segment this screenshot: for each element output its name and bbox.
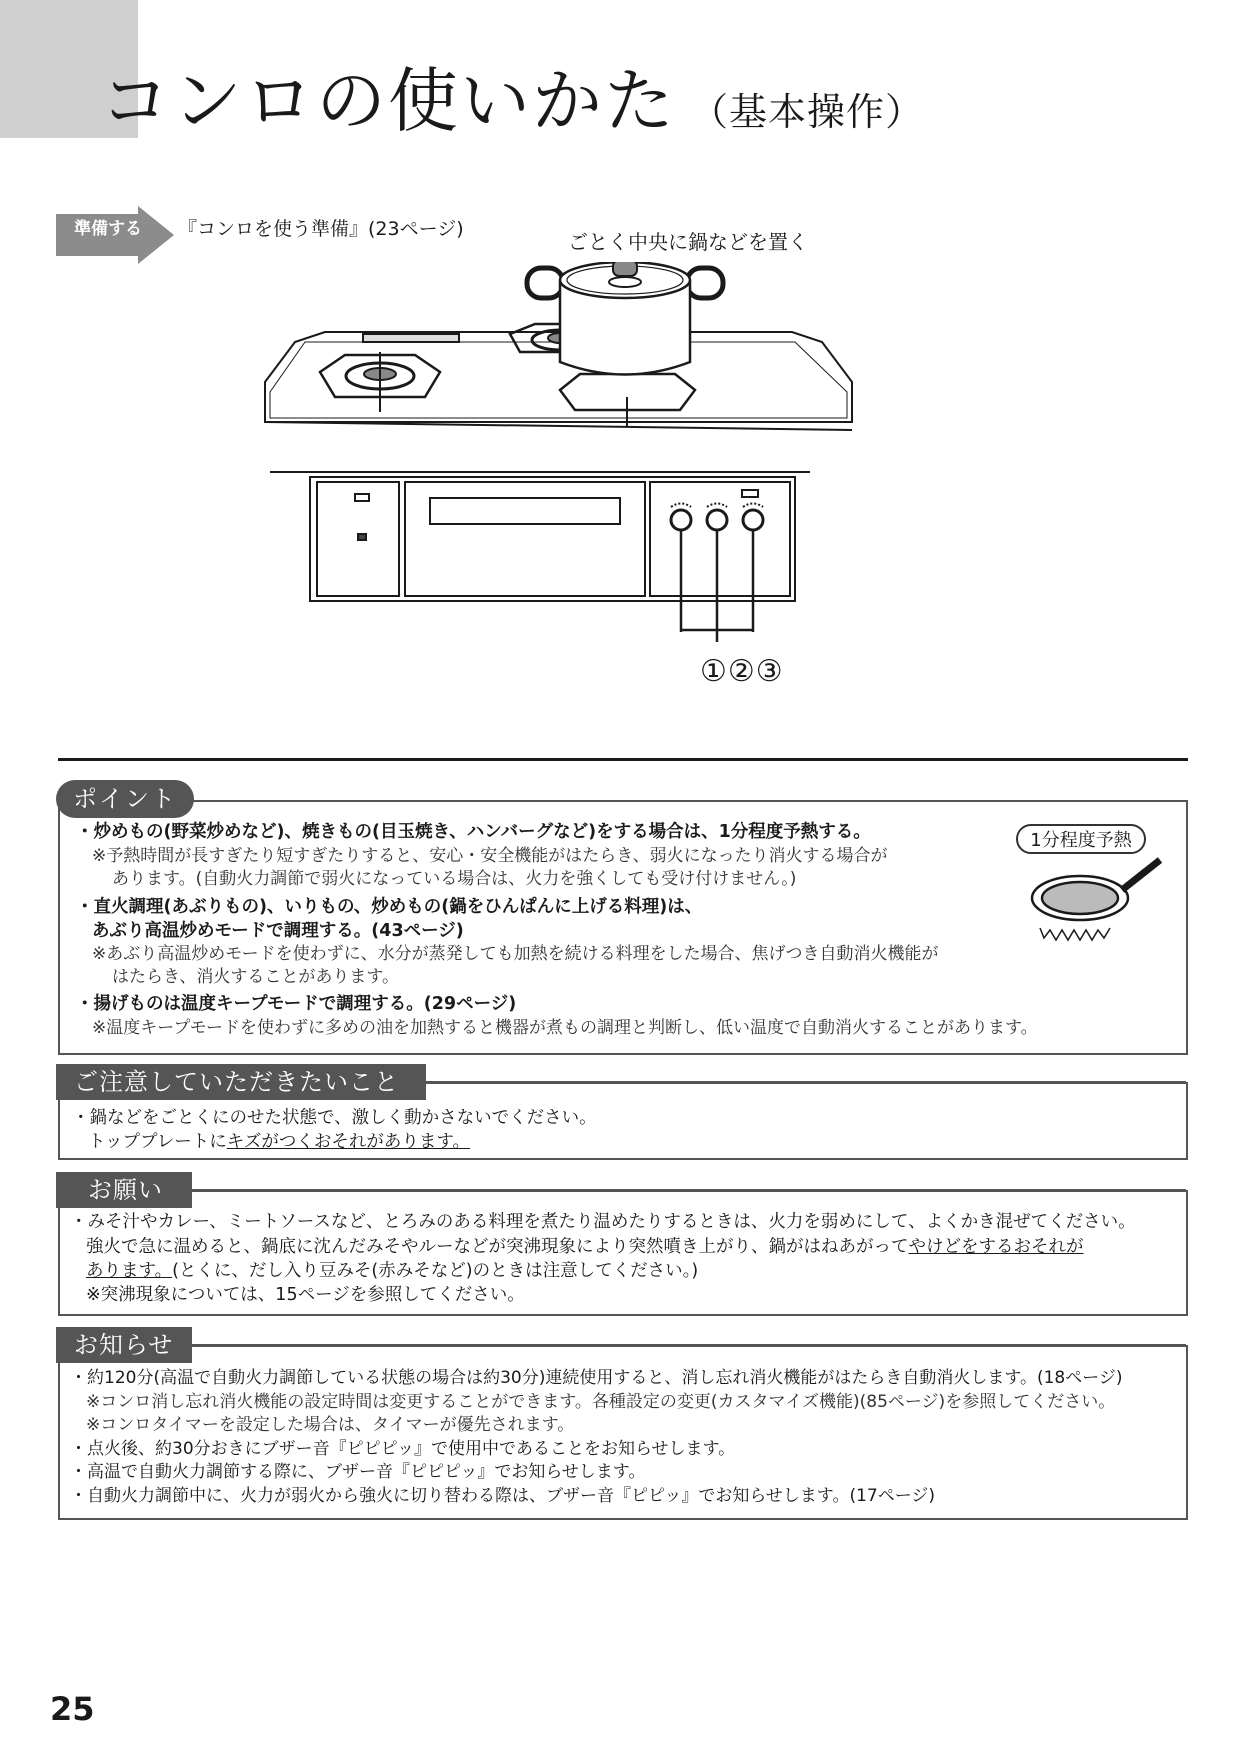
section-divider bbox=[58, 758, 1188, 761]
info-line-4: ・点火後、約30分おきにブザー音『ピピピッ』で使用中であることをお知らせします。 bbox=[70, 1439, 736, 1459]
info-line-6: ・自動火力調節中に、火力が弱火から強火に切り替わる際は、ブザー音『ピピッ』でお知らせします。(17ページ) bbox=[70, 1486, 936, 1506]
info-rule bbox=[192, 1344, 1186, 1346]
point-label: ポイント bbox=[56, 780, 194, 818]
request-label: お願い bbox=[56, 1172, 192, 1208]
info-line-1: ・約120分(高温で自動火力調節している状態の場合は約30分)連続使用すると、消し忘れ消火機能がはたらき自動消火します。(18ページ) bbox=[70, 1368, 1123, 1388]
info-line-5: ・高温で自動火力調節する際に、ブザー音『ピピピッ』でお知らせします。 bbox=[70, 1462, 646, 1482]
knob-number-labels: ①②③ bbox=[700, 654, 784, 689]
stove-illustration bbox=[255, 262, 875, 642]
caution-label: ご注意していただきたいこと bbox=[56, 1064, 426, 1100]
request-underline-1: やけどをするおそれが bbox=[908, 1237, 1084, 1257]
request-line-2 bbox=[86, 1235, 1084, 1259]
request-line-3 bbox=[86, 1259, 698, 1283]
point-line-4: ・直火調理(あぶりもの)、いりもの、炒めもの(鍋をひんぱんに上げる料理)は、 bbox=[76, 897, 703, 917]
request-underline-2: あります。 bbox=[86, 1261, 173, 1281]
page-number: 25 bbox=[50, 1690, 95, 1728]
info-line-2: ※コンロ消し忘れ消火機能の設定時間は変更することができます。各種設定の変更(カスタマイズ機能)(85ページ)を参照してください。 bbox=[86, 1392, 1116, 1412]
caution-line-1: ・鍋などをごとくにのせた状態で、激しく動かさないでください。 bbox=[72, 1108, 597, 1128]
caution-line-2-text: トッププレートに bbox=[88, 1132, 227, 1152]
title-text: コンロの使いかた bbox=[100, 60, 676, 142]
frying-pan-icon bbox=[1030, 846, 1170, 946]
point-line-8: ・揚げものは温度キープモードで調理する。(29ページ) bbox=[76, 994, 517, 1014]
point-line-3: あります。(自動火力調節で弱火になっている場合は、火力を強くしても受け付けません。) bbox=[112, 869, 797, 889]
point-line-6: ※あぶり高温炒めモードを使わずに、水分が蒸発しても加熱を続ける料理をした場合、焦げつき自動消火機能が bbox=[92, 944, 939, 964]
request-line-2-text: 強火で急に温めると、鍋底に沈んだみそやルーなどが突沸現象により突然噴き上がり、鍋がはねあがって bbox=[86, 1237, 909, 1257]
request-line-3-text: (とくに、だし入り豆みそ(赤みそなど)のときは注意してください。) bbox=[172, 1261, 699, 1281]
info-label: お知らせ bbox=[56, 1327, 192, 1363]
point-line-7: はたらき、消火することがあります。 bbox=[112, 967, 399, 987]
point-line-9: ※温度キープモードを使わずに多めの油を加熱すると機器が煮もの調理と判断し、低い温度で自動消火することがあります。 bbox=[92, 1018, 1038, 1038]
pot-caption: ごとく中央に鍋などを置く bbox=[568, 230, 808, 254]
point-line-1: ・炒めもの(野菜炒めなど)、焼きもの(目玉焼き、ハンバーグなど)をする場合は、1分程度予熱する。 bbox=[76, 822, 871, 842]
page-subtitle: （基本操作） bbox=[690, 90, 925, 134]
request-line-4: ※突沸現象については、15ページを参照してください。 bbox=[86, 1285, 525, 1305]
point-line-2: ※予熱時間が長すぎたり短すぎたりすると、安心・安全機能がはたらき、弱火になったり消火する場合が bbox=[92, 846, 888, 866]
prep-reference: 『コンロを使う準備』(23ページ) bbox=[178, 218, 464, 240]
page-title bbox=[100, 56, 924, 157]
caution-underline: キズがつくおそれがあります。 bbox=[226, 1132, 471, 1152]
request-line-1: ・みそ汁やカレー、ミートソースなど、とろみのある料理を煮たり温めたりするときは、火力を弱めにして、よくかき混ぜてください。 bbox=[70, 1212, 1136, 1232]
preheat-badge: 1分程度予熱 bbox=[1016, 824, 1146, 854]
prep-label: 準備する bbox=[74, 219, 142, 239]
point-line-5: あぶり高温炒めモードで調理する。(43ページ) bbox=[92, 921, 464, 941]
caution-rule bbox=[426, 1081, 1186, 1083]
info-line-3: ※コンロタイマーを設定した場合は、タイマーが優先されます。 bbox=[86, 1415, 575, 1435]
request-rule bbox=[192, 1189, 1186, 1191]
caution-line-2 bbox=[88, 1130, 470, 1154]
